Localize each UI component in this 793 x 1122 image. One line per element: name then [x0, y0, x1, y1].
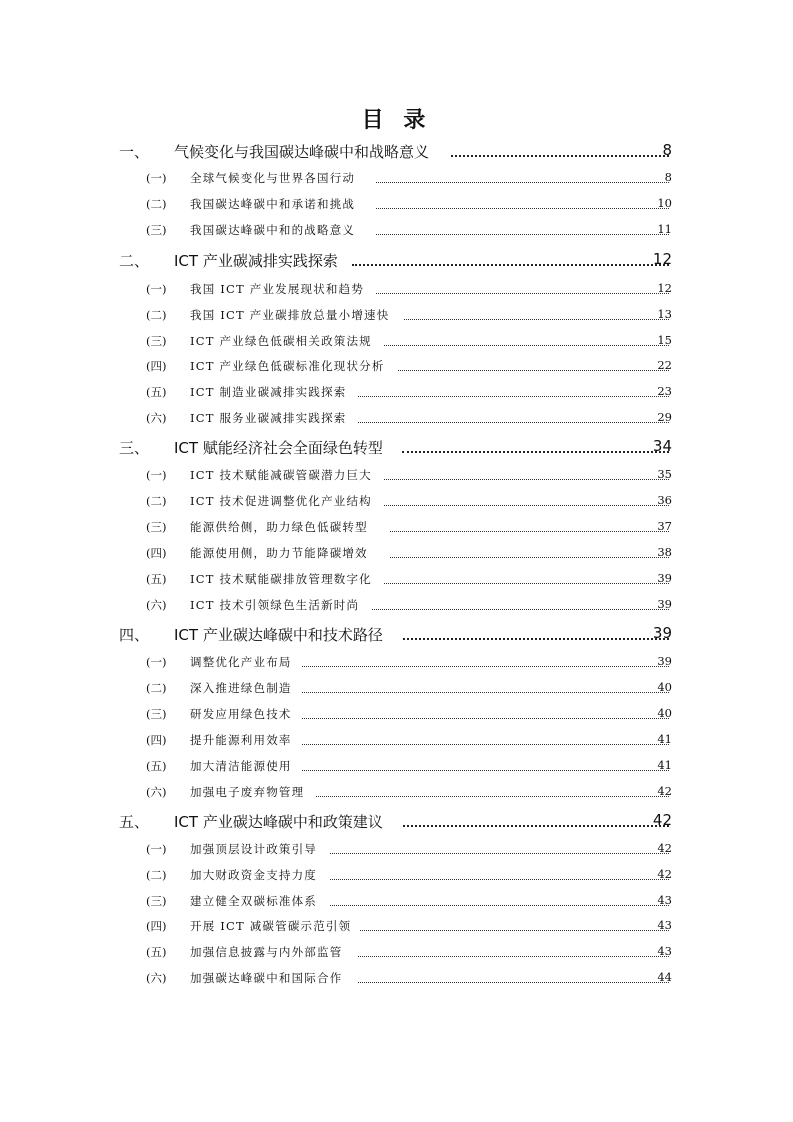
dot-leader — [358, 422, 669, 423]
page-number: 15 — [657, 333, 672, 347]
page-number: 12 — [652, 250, 672, 268]
toc-chapter-entry[interactable] — [0, 624, 793, 644]
page-number: 39 — [657, 654, 672, 668]
toc-section-entry[interactable] — [0, 410, 793, 426]
toc-section-entry[interactable] — [0, 307, 793, 323]
entry-title: 我国碳达峰碳中和的战略意义 — [190, 223, 356, 237]
entry-title: 全球气候变化与世界各国行动 — [190, 171, 356, 185]
page-number: 8 — [664, 170, 672, 184]
page-number: 35 — [657, 467, 672, 481]
entry-number: (四) — [146, 546, 167, 560]
toc-section-entry[interactable] — [0, 918, 793, 934]
toc-section-entry[interactable] — [0, 706, 793, 722]
toc-section-entry[interactable] — [0, 571, 793, 587]
toc-section-entry[interactable] — [0, 281, 793, 297]
entry-title: ICT 产业碳达峰碳中和政策建议 — [174, 813, 383, 831]
dot-leader — [376, 208, 669, 209]
toc-section-entry[interactable] — [0, 841, 793, 857]
entry-title: 加强信息披露与内外部监管 — [190, 945, 343, 959]
entry-title: ICT 技术促进调整优化产业结构 — [190, 494, 372, 508]
toc-section-entry[interactable] — [0, 732, 793, 748]
dot-leader — [376, 182, 669, 183]
entry-number: (三) — [146, 894, 167, 908]
dot-leader — [390, 531, 669, 532]
toc-section-entry[interactable] — [0, 358, 793, 374]
toc-section-entry[interactable] — [0, 467, 793, 483]
dot-leader — [302, 770, 669, 771]
page-number: 41 — [657, 732, 672, 746]
toc-chapter-entry[interactable] — [0, 811, 793, 831]
dot-leader — [384, 505, 669, 506]
entry-title: ICT 产业绿色低碳相关政策法规 — [190, 334, 372, 348]
entry-number: 三、 — [119, 439, 150, 457]
entry-title: ICT 产业绿色低碳标准化现状分析 — [190, 359, 385, 373]
entry-title: ICT 产业碳减排实践探索 — [174, 252, 338, 270]
toc-section-entry[interactable] — [0, 597, 793, 613]
entry-title: 建立健全双碳标准体系 — [190, 894, 317, 908]
entry-number: (五) — [146, 945, 167, 959]
page-number: 39 — [657, 597, 672, 611]
entry-number: (二) — [146, 197, 167, 211]
entry-title: 我国碳达峰碳中和承诺和挑战 — [190, 197, 356, 211]
toc-section-entry[interactable] — [0, 333, 793, 349]
entry-title: 开展 ICT 减碳管碳示范引领 — [190, 919, 352, 933]
entry-number: (三) — [146, 520, 167, 534]
dot-leader — [403, 825, 669, 827]
entry-number: (一) — [146, 468, 167, 482]
entry-number: (五) — [146, 759, 167, 773]
dot-leader — [316, 796, 669, 797]
entry-title: 提升能源利用效率 — [190, 733, 292, 747]
toc-chapter-entry[interactable] — [0, 141, 793, 161]
dot-leader — [376, 293, 669, 294]
dot-leader — [358, 396, 669, 397]
dot-leader — [358, 982, 669, 983]
entry-title: 气候变化与我国碳达峰碳中和战略意义 — [174, 143, 430, 161]
entry-title: 能源供给侧，助力绿色低碳转型 — [190, 520, 368, 534]
dot-leader — [403, 638, 669, 640]
entry-number: (六) — [146, 598, 167, 612]
entry-number: (二) — [146, 494, 167, 508]
entry-number: (一) — [146, 171, 167, 185]
page-number: 34 — [652, 437, 672, 455]
entry-title: 能源使用侧，助力节能降碳增效 — [190, 546, 368, 560]
entry-number: (六) — [146, 785, 167, 799]
dot-leader — [384, 583, 669, 584]
page-number: 38 — [657, 545, 672, 559]
page-number: 12 — [657, 281, 672, 295]
page-number: 42 — [657, 841, 672, 855]
entry-title: ICT 技术赋能碳排放管理数字化 — [190, 572, 372, 586]
toc-section-entry[interactable] — [0, 519, 793, 535]
toc-section-entry[interactable] — [0, 893, 793, 909]
entry-title: 加强碳达峰碳中和国际合作 — [190, 971, 343, 985]
page-number: 43 — [657, 893, 672, 907]
dot-leader — [384, 479, 669, 480]
entry-number: (四) — [146, 359, 167, 373]
dot-leader — [352, 264, 669, 266]
page-number: 43 — [657, 918, 672, 932]
toc-title: 目 录 — [361, 108, 432, 133]
dot-leader — [330, 905, 669, 906]
entry-number: (六) — [146, 411, 167, 425]
entry-number: (二) — [146, 868, 167, 882]
page-number: 41 — [657, 758, 672, 772]
entry-number: 四、 — [119, 626, 150, 644]
dot-leader — [390, 557, 669, 558]
page-number: 39 — [657, 571, 672, 585]
toc-section-entry[interactable] — [0, 680, 793, 696]
toc-section-entry[interactable] — [0, 222, 793, 238]
page-number: 8 — [662, 141, 672, 159]
page-number: 44 — [657, 970, 672, 984]
entry-number: (二) — [146, 681, 167, 695]
dot-leader — [451, 155, 669, 157]
entry-number: (六) — [146, 971, 167, 985]
toc-section-entry[interactable] — [0, 170, 793, 186]
entry-number: 五、 — [119, 813, 150, 831]
entry-number: 一、 — [119, 143, 150, 161]
page-number: 42 — [652, 811, 672, 829]
toc-section-entry[interactable] — [0, 384, 793, 400]
page-number: 42 — [657, 784, 672, 798]
entry-number: (二) — [146, 308, 167, 322]
dot-leader — [376, 234, 669, 235]
toc-section-entry[interactable] — [0, 545, 793, 561]
dot-leader — [302, 718, 669, 719]
entry-number: (一) — [146, 282, 167, 296]
page-number: 23 — [657, 384, 672, 398]
page-number: 22 — [657, 358, 672, 372]
page-number: 13 — [657, 307, 672, 321]
entry-title: 加大清洁能源使用 — [190, 759, 292, 773]
toc-section-entry[interactable] — [0, 944, 793, 960]
entry-number: (五) — [146, 385, 167, 399]
dot-leader — [384, 345, 669, 346]
page-number: 43 — [657, 944, 672, 958]
entry-number: 二、 — [119, 252, 150, 270]
page-number: 42 — [657, 867, 672, 881]
toc-section-entry[interactable] — [0, 493, 793, 509]
entry-title: 深入推进绿色制造 — [190, 681, 292, 695]
dot-leader — [398, 370, 669, 371]
dot-leader — [372, 609, 669, 610]
dot-leader — [360, 930, 669, 931]
entry-title: ICT 服务业碳减排实践探索 — [190, 411, 347, 425]
toc-section-entry[interactable] — [0, 867, 793, 883]
toc-section-entry[interactable] — [0, 970, 793, 986]
entry-number: (三) — [146, 334, 167, 348]
entry-number: (四) — [146, 919, 167, 933]
page-number: 10 — [657, 196, 672, 210]
page-number: 29 — [657, 410, 672, 424]
toc-chapter-entry[interactable] — [0, 437, 793, 457]
entry-title: 加强电子废弃物管理 — [190, 785, 305, 799]
dot-leader — [330, 879, 669, 880]
entry-title: 我国 ICT 产业发展现状和趋势 — [190, 282, 365, 296]
page-number: 36 — [657, 493, 672, 507]
dot-leader — [358, 956, 669, 957]
entry-number: (一) — [146, 842, 167, 856]
entry-title: ICT 技术赋能减碳管碳潜力巨大 — [190, 468, 372, 482]
entry-title: 研发应用绿色技术 — [190, 707, 292, 721]
dot-leader — [330, 853, 669, 854]
toc-section-entry[interactable] — [0, 758, 793, 774]
dot-leader — [302, 666, 669, 667]
dot-leader — [302, 692, 669, 693]
dot-leader — [402, 451, 669, 453]
dot-leader — [302, 744, 669, 745]
entry-number: (五) — [146, 572, 167, 586]
entry-number: (三) — [146, 223, 167, 237]
toc-section-entry[interactable] — [0, 196, 793, 212]
entry-title: 加强顶层设计政策引导 — [190, 842, 317, 856]
entry-title: 我国 ICT 产业碳排放总量小增速快 — [190, 308, 390, 322]
entry-number: (三) — [146, 707, 167, 721]
toc-chapter-entry[interactable] — [0, 250, 793, 270]
entry-title: 加大财政资金支持力度 — [190, 868, 317, 882]
entry-title: ICT 制造业碳减排实践探索 — [190, 385, 347, 399]
entry-title: ICT 技术引领绿色生活新时尚 — [190, 598, 360, 612]
entry-number: (四) — [146, 733, 167, 747]
entry-number: (一) — [146, 655, 167, 669]
dot-leader — [404, 319, 669, 320]
page-number: 40 — [657, 680, 672, 694]
toc-section-entry[interactable] — [0, 654, 793, 670]
page-number: 11 — [657, 222, 672, 236]
toc-section-entry[interactable] — [0, 784, 793, 800]
entry-title: ICT 赋能经济社会全面绿色转型 — [174, 439, 383, 457]
entry-title: 调整优化产业布局 — [190, 655, 292, 669]
entry-title: ICT 产业碳达峰碳中和技术路径 — [174, 626, 383, 644]
page-number: 39 — [652, 624, 672, 642]
page-number: 37 — [657, 519, 672, 533]
page-number: 40 — [657, 706, 672, 720]
